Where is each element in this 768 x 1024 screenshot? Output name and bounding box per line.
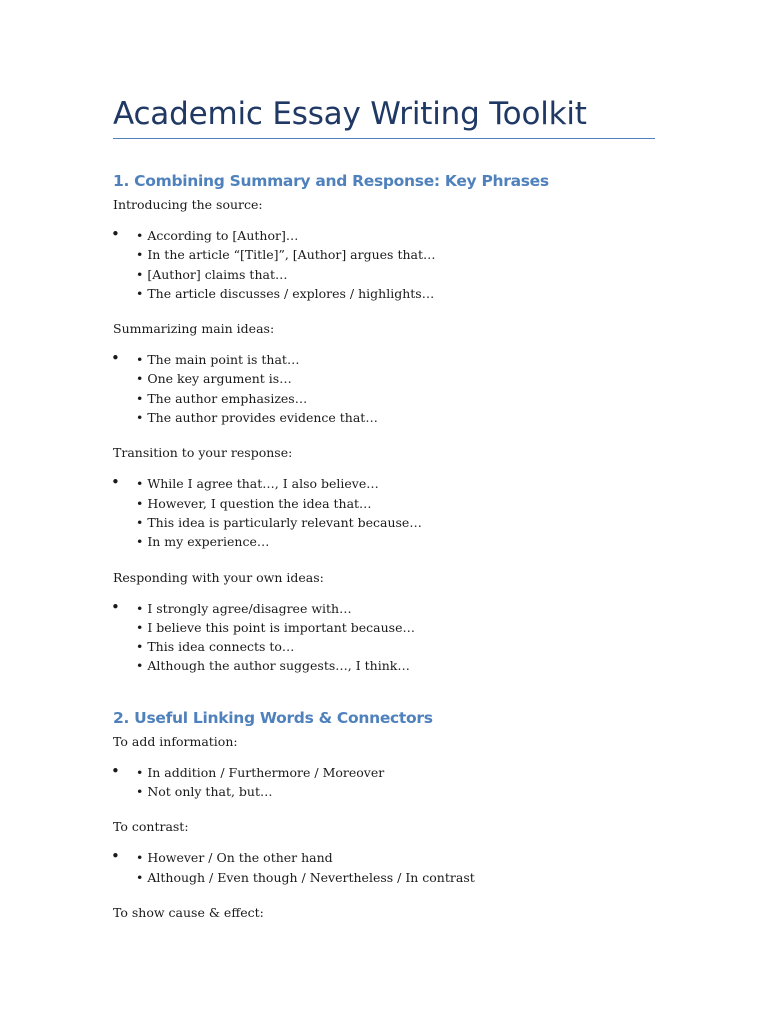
section-combining-summary — [113, 171, 655, 676]
bullet-list — [113, 474, 655, 551]
group-cause-effect — [113, 903, 655, 922]
list-item: • However, I question the idea that… — [136, 495, 372, 511]
list-item: • In my experience… — [136, 534, 270, 550]
bullet-list — [113, 350, 655, 427]
list-item: • I believe this point is important because… — [136, 619, 415, 635]
group-intro: Introducing the source: — [113, 197, 263, 212]
group-intro: To show cause & effect: — [113, 904, 264, 920]
bullet-list — [113, 226, 655, 303]
bullet-dot-icon: • — [111, 473, 120, 492]
section-heading: 1. Combining Summary and Response: Key Phrases — [113, 172, 549, 190]
group-introducing-source — [113, 195, 655, 303]
group-intro: To contrast: — [113, 819, 189, 835]
bullet-list — [113, 763, 655, 802]
document-title: Academic Essay Writing Toolkit — [113, 94, 655, 139]
bullet-dot-icon: • — [111, 597, 120, 616]
group-intro: Transition to your response: — [113, 445, 293, 461]
group-contrast — [113, 817, 655, 887]
document-page — [113, 94, 655, 922]
list-item: • One key argument is… — [136, 371, 292, 387]
list-item: • The author emphasizes… — [136, 390, 308, 406]
list-item: • This idea is particularly relevant because… — [136, 514, 422, 530]
bullet-dot-icon: • — [111, 225, 120, 243]
list-item: • The article discusses / explores / highlights… — [136, 285, 435, 301]
list-item: • This idea connects to… — [136, 639, 295, 655]
list-item: • However / On the other hand — [136, 850, 333, 866]
list-item: • In the article “[Title]”, [Author] argues that… — [136, 247, 436, 263]
group-intro: Summarizing main ideas: — [113, 321, 275, 337]
list-item: • Although the author suggests…, I think… — [136, 658, 410, 674]
list-item: • According to [Author]… — [136, 228, 299, 243]
list-item: • Not only that, but… — [136, 784, 273, 800]
group-summarizing — [113, 319, 655, 427]
group-responding — [113, 568, 655, 676]
bullet-dot-icon: • — [111, 761, 120, 780]
bullet-list — [113, 848, 655, 887]
bullet-dot-icon: • — [111, 847, 120, 866]
list-item: • While I agree that…, I also believe… — [136, 476, 379, 492]
group-transition — [113, 443, 655, 551]
list-item: • I strongly agree/disagree with… — [136, 600, 352, 616]
group-intro: Responding with your own ideas: — [113, 569, 324, 585]
list-item: • The main point is that… — [136, 352, 300, 368]
list-item: • The author provides evidence that… — [136, 410, 378, 426]
list-item: • [Author] claims that… — [136, 266, 288, 282]
list-item: • In addition / Furthermore / Moreover — [136, 764, 385, 780]
group-intro: To add information: — [113, 733, 238, 749]
section-linking-words — [113, 708, 655, 922]
bullet-dot-icon: • — [111, 349, 120, 368]
list-item: • Although / Even though / Nevertheless / In contrast — [136, 869, 475, 885]
section-heading: 2. Useful Linking Words & Connectors — [113, 708, 433, 727]
group-add-information — [113, 732, 655, 802]
bullet-list — [113, 599, 655, 676]
